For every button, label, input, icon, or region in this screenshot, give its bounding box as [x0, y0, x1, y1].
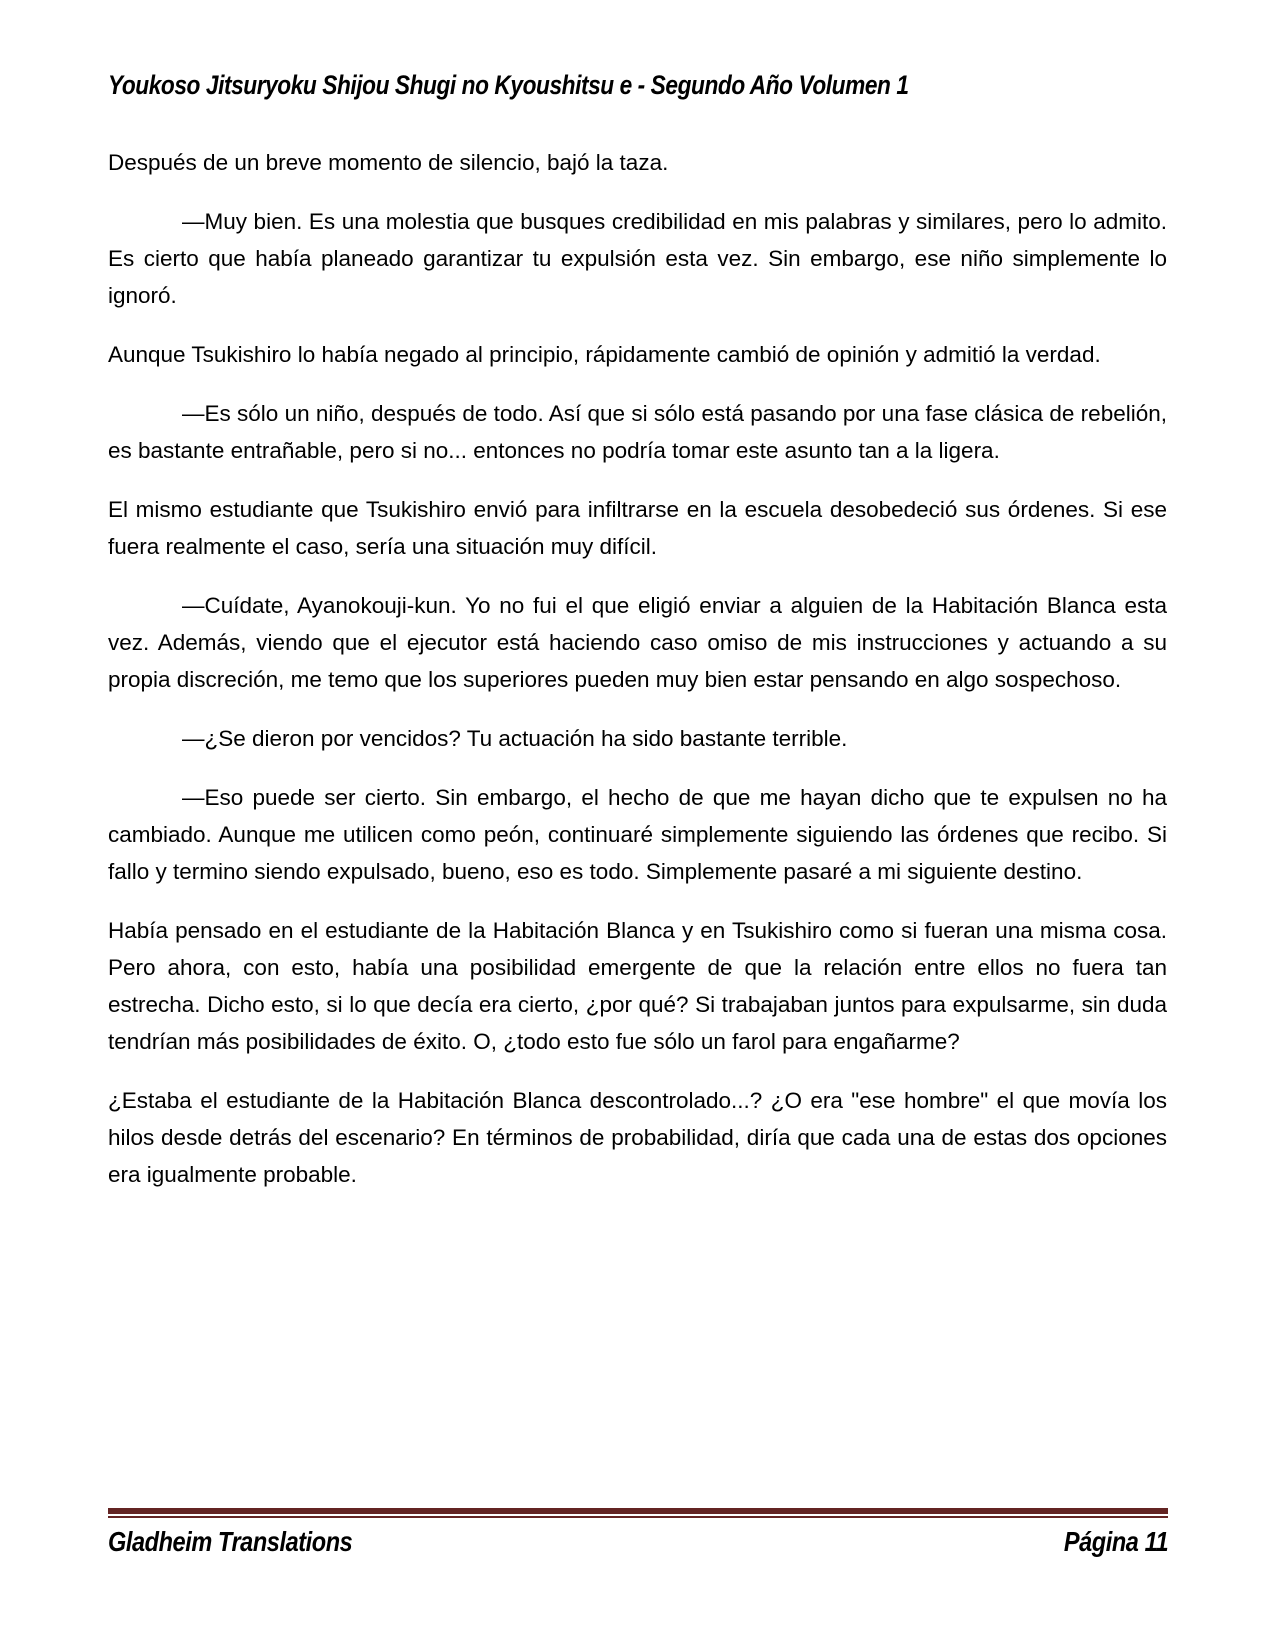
paragraph: —Eso puede ser cierto. Sin embargo, el hecho de que me hayan dicho que te expulsen no ha cambiado. Aunque me utilicen como peón, continuaré simplemente siguiendo las órdenes que recibo. Si fallo y termino siendo expulsado, bueno, eso es todo. Simplemente pasaré a mi siguiente destino.: [108, 785, 1167, 884]
paragraph: ¿Estaba el estudiante de la Habitación Blanca descontrolado...? ¿O era "ese hombre" el que movía los hilos desde detrás del escenario? En términos de probabilidad, diría que cada una de estas dos opciones era igualmente probable.: [108, 1088, 1167, 1187]
page-footer: [108, 1508, 1168, 1557]
page-header: [108, 0, 1167, 100]
footer-text-row: [108, 1527, 1168, 1557]
paragraph: Después de un breve momento de silencio, bajó la taza.: [108, 150, 669, 175]
paragraph: —Muy bien. Es una molestia que busques credibilidad en mis palabras y similares, pero lo admito. Es cierto que había planeado garantizar tu expulsión esta vez. Sin embargo, ese niño simplemente lo ignoró.: [108, 209, 1167, 308]
header-title: Youkoso Jitsuryoku Shijou Shugi no Kyoushitsu e - Segundo Año Volumen 1: [108, 70, 909, 100]
paragraph: El mismo estudiante que Tsukishiro envió para infiltrarse en la escuela desobedeció sus órdenes. Si ese fuera realmente el caso, sería una situación muy difícil.: [108, 497, 1167, 559]
footer-rule-thick: [108, 1508, 1168, 1514]
paragraph: Aunque Tsukishiro lo había negado al principio, rápidamente cambió de opinión y admitió la verdad.: [108, 342, 1101, 367]
document-body: [108, 144, 1167, 1193]
paragraph: Había pensado en el estudiante de la Habitación Blanca y en Tsukishiro como si fueran una misma cosa. Pero ahora, con esto, había una posibilidad emergente de que la relación entre ellos no fuera tan estrecha. Dicho esto, si lo que decía era cierto, ¿por qué? Si trabajaban juntos para expulsarme, sin duda tendrían más posibilidades de éxito. O, ¿todo esto fue sólo un farol para engañarme?: [108, 918, 1167, 1054]
footer-page-number: Página 11: [1063, 1526, 1168, 1557]
footer-translator-credit: Gladheim Translations: [108, 1526, 353, 1557]
paragraph: —Cuídate, Ayanokouji-kun. Yo no fui el que eligió enviar a alguien de la Habitación Blanca esta vez. Además, viendo que el ejecutor está haciendo caso omiso de mis instrucciones y actuando a su propia discreción, me temo que los superiores pueden muy bien estar pensando en algo sospechoso.: [108, 593, 1167, 692]
paragraph: —¿Se dieron por vencidos? Tu actuación ha sido bastante terrible.: [182, 726, 848, 751]
footer-rule-thin: [108, 1516, 1168, 1518]
paragraph: —Es sólo un niño, después de todo. Así que si sólo está pasando por una fase clásica de rebelión, es bastante entrañable, pero si no... entonces no podría tomar este asunto tan a la ligera.: [108, 401, 1167, 463]
